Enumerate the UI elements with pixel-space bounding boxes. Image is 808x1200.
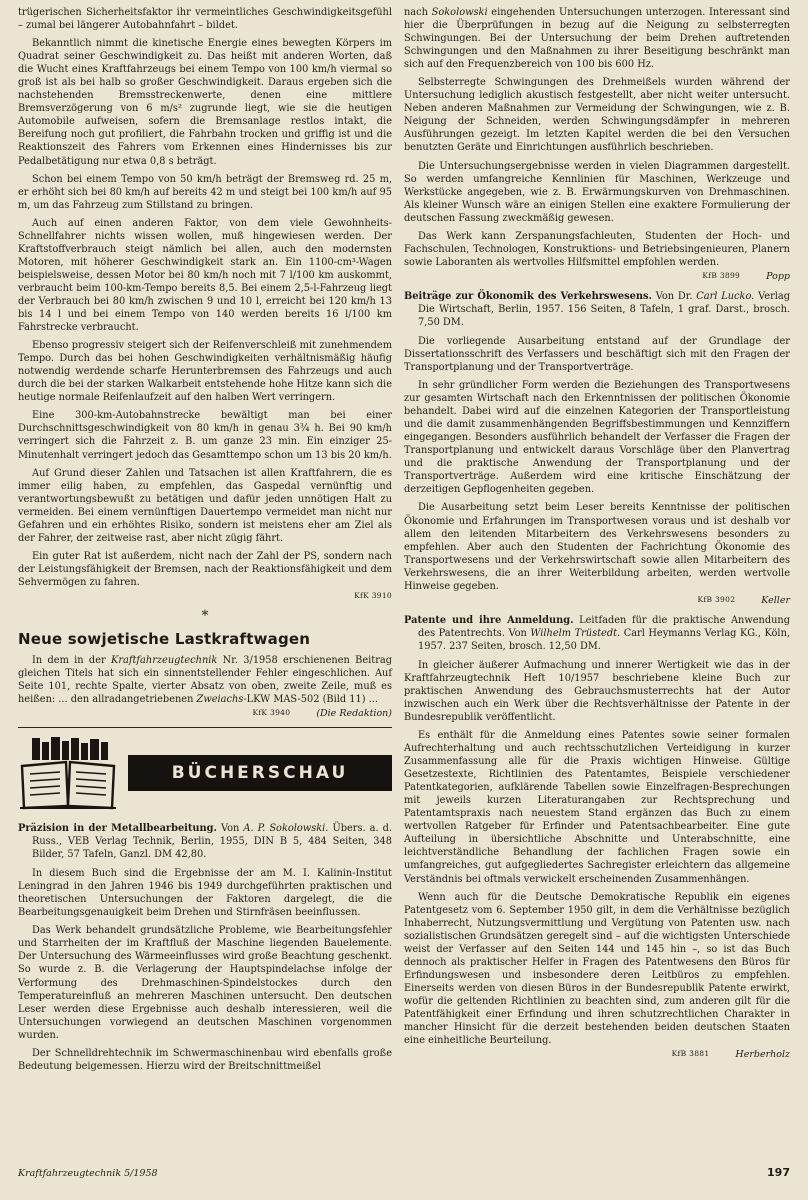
reviewer-name: Herberholz bbox=[735, 1049, 790, 1061]
archive-code: KfB 3899 bbox=[702, 270, 741, 280]
paragraph: nach Sokolowski eingehenden Untersuchungen unterzogen. Interessant sind hier die Überprüfungen in bezug auf die Neigung zu selbsterregten Schwingungen. Bei der Untersuchung der beim Drehen auftretenden Schwingungen und den Maßnahmen zu ihrer Beseitigung beschränkt man sich auf den Frequenzbereich von 100 bis 600 Hz. bbox=[404, 7, 790, 71]
paragraph: In sehr gründlicher Form werden die Beziehungen des Transportwesens zur gesamten Wirtschaft nach den Erkenntnissen der politischen Ökonomie behandelt. Dabei wird auf die einzelnen Kategorien der Transportleistung und die damit zusammenhängenden Begriffsbestimmungen und Kennziffern eingegangen. Besonders ausführlich behandelt der Verfasser die Fragen der Transportplanung und entwickelt daraus Vorschläge über den Planvertrag und die praktische Anwendung der Transportplanung und der Transportverträge. Außerdem wird eine kritische Einschätzung der derzeitigen Gepflogenheiten gegeben. bbox=[404, 380, 790, 496]
paragraph: Auf Grund dieser Zahlen und Tatsachen ist allen Kraftfahrern, die es immer eilig haben, zu empfehlen, das Gaspedal vernünftig und verantwortungsbewußt zu betätigen und dafür jeden unnötigen Halt zu vermeiden. Bei einem vernünftigen Dauertempo vermeidet man nicht nur Gefahren und ein erhöhtes Risiko, sondern ist meistens eher am Ziel als der Fahrer, der zeitweise rast, aber nicht zügig fährt. bbox=[18, 467, 392, 544]
paragraph: Es enthält für die Anmeldung eines Patentes sowie seiner formalen Aufrechterhaltung und auch rechtsschutzlichen Verteidigung in kurzer Zusammenfassung alle für die Praxis wichtigen Hinweise. Gültige Gesetzestexte, Richtlinien des Patentamtes, Beispiele verschiedener Patentkategorien, aufklärende Tabellen sowie Einzelfragen-Besprechungen mit jeweils kurzen Literaturangaben zur Rechtsprechung und Patentamtspraxis nach neuestem Stand ergänzen das Buch zu einem wertvollen Ratgeber für Erfinder und Patentsachbearbeiter. Eine gute Aufteilung in übersichtliche Abschnitte und Unterabschnitte, eine leichtverständliche Behandlung der fachlichen Fragen sowie ein umfangreiches, gut aufgegliedertes Sachregister erleichtern das allgemeine Verständnis bei oftmals verwickelt erscheinenden Zusammenhängen. bbox=[404, 730, 790, 885]
section-separator: * bbox=[201, 607, 209, 624]
paragraph: Die vorliegende Ausarbeitung entstand auf der Grundlage der Dissertationsschrift des Verfassers und beschäftigt sich mit den Fragen der Transportplanung und der Transportverträge. bbox=[404, 335, 790, 373]
paragraph: In gleicher äußerer Aufmachung und innerer Wertigkeit wie das in der Kraftfahrzeugtechnik Heft 10/1957 beschriebene kleine Buch zur praktischen Anwendung des Gebrauchsmusterrechts hat der Autor inzwischen auch ein Werk über die Rechtsverhältnisse der Patente in der Bundesrepublik veröffentlicht. bbox=[404, 659, 790, 723]
reviewer-name: Keller bbox=[761, 594, 790, 606]
review-heading: Beiträge zur Ökonomik des Verkehrswesens. Von Dr. Carl Lucko. Verlag Die Wirtschaft, Berlin, 1957. 156 Seiten, 8 Tafeln, 1 graf. Darst., brosch. 7,50 DM. bbox=[404, 290, 790, 328]
page-footer bbox=[18, 1166, 790, 1179]
paragraph: Das Werk kann Zerspanungsfachleuten, Studenten der Hoch- und Fachschulen, Technologen, Konstruktions- und Betriebsingenieuren, Planern sowie Laboranten als wertvolles Hilfsmittel empfohlen werden. bbox=[404, 230, 790, 268]
signature-name: (Die Redaktion) bbox=[316, 708, 392, 720]
paragraph: Bekanntlich nimmt die kinetische Energie eines bewegten Körpers im Quadrat seiner Geschwindigkeit zu. Das heißt mit anderen Worten, daß die Wucht eines Kraftfahrzeugs bei einem Tempo von 100 km/h viermal so groß ist als bei halb so großer Geschwindigkeit. Daraus ergeben sich die nachstehenden Bremsstreckenwerte, denen eine mittlere Bremsverzögerung von 6 m/s² zugrunde liegt, wie sie die heutigen Automobile aufweisen, sofern die Bremsanlage restlos intakt, die Bereifung noch gut profiliert, die Fahrbahn trocken und griffig ist und die Reaktionszeit des Fahrers vom Erkennen eines Hindernisses bis zur Pedalbetätigung nur etwa 0,8 s beträgt. bbox=[18, 38, 392, 167]
right-column bbox=[404, 6, 790, 1068]
paragraph: Selbsterregte Schwingungen des Drehmeißels wurden während der Untersuchung lediglich akustisch festgestellt, aber nicht weiter untersucht. Neben anderen Maßnahmen zur Vermeidung der Schwingungen, wie z. B. Neigung der Schneiden, werden Schwingungsdämpfer in mehreren Ausführungen gezeigt. Im letzten Kapitel werden die bei den Versuchen benutzten Geräte und Einrichtungen ausführlich beschrieben. bbox=[404, 77, 790, 154]
review-heading: Patente und ihre Anmeldung. Leitfaden für die praktische Anwendung des Patentrechts. Von Wilhelm Trüstedt. Carl Heymanns Verlag KG., Köln, 1957. 237 Seiten, brosch. 12,50 DM. bbox=[404, 614, 791, 652]
paragraph: Die Ausarbeitung setzt beim Leser bereits Kenntnisse der politischen Ökonomie und Erfahrungen im Transportwesen voraus und ist deshalb vor allem den leitenden Mitarbeitern des Verkehrswesens besonders zu empfehlen. Aber auch den Studenten der Fachrichtung Ökonomie des Transportwesens und der Verkehrswirtschaft sowie allen Mitarbeitern des Verkehrswesens, die an ihrer Weiterbildung arbeiten, werden wertvolle Hinweise gegeben. bbox=[404, 502, 790, 592]
paragraph: Schon bei einem Tempo von 50 km/h beträgt der Bremsweg rd. 25 m, er erhöht sich bei 80 km/h auf bereits 42 m und steigt bei 100 km/h auf 95 m, um das Fahrzeug zum Stillstand zu bringen. bbox=[18, 173, 392, 211]
archive-code: KfK 3940 bbox=[252, 708, 291, 718]
article-signature bbox=[18, 591, 392, 600]
page-number: 197 bbox=[767, 1166, 790, 1179]
paragraph: Eine 300-km-Autobahnstrecke bewältigt man bei einer Durchschnittsgeschwindigkeit von 80 km/h in genau 3¾ h. Bei 90 km/h verringert sich die Fahrzeit z. B. um ganze 23 min. Ein einziger 25-Minutenhalt verringert jedoch das Gesamttempo schon um 13 bis 20 km/h. bbox=[18, 410, 392, 461]
paragraph: Ebenso progressiv steigert sich der Reifenverschleiß mit zunehmendem Tempo. Durch das bei hohen Geschwindigkeiten verhältnismäßig häufig notwendig werdende scharfe Herunterbremsen des Fahrzeugs und auch durch die bei der starken Walkarbeit entstehende hohe Hitze kann sich die heutige normale Reifenlaufzeit auf den halben Wert verringern. bbox=[18, 340, 392, 404]
paragraph: Der Schnelldrehtechnik im Schwermaschinenbau wird ebenfalls große Bedeutung beigemessen. Hierzu wird der Breitschnittmeißel bbox=[18, 1047, 392, 1072]
journal-name: Kraftfahrzeugtechnik 5/1958 bbox=[18, 1168, 158, 1179]
archive-code: KfK 3910 bbox=[354, 590, 392, 600]
correction-note: In dem in der Kraftfahrzeugtechnik Nr. 3/1958 erschienenen Beitrag gleichen Titels hat sich ein sinnentstellender Fehler eingeschlichen. Auf Seite 101, rechte Spalte, vierter Absatz von oben, zweite Zeile, muß es heißen: ... den allradangetriebenen Zweiachs-LKW MAS-502 (Bild 11) ... bbox=[18, 654, 392, 706]
article-headline: Neue sowjetische Lastkraftwagen bbox=[18, 629, 311, 648]
paragraph: trügerischen Sicherheitsfaktor ihr vermeintliches Geschwindigkeitsgefühl – zumal bei längerer Autobahnfahrt – bildet. bbox=[18, 7, 392, 32]
reviewer-name: Popp bbox=[766, 270, 790, 282]
paragraph: In diesem Buch sind die Ergebnisse der am M. I. Kalinin-Institut Leningrad in den Jahren 1946 bis 1949 durchgeführten praktischen und theoretischen Untersuchungen der Faktoren dargelegt, die die Bearbeitungsgenauigkeit beim Drehen und Stirnfräsen beeinflussen. bbox=[18, 868, 392, 919]
paragraph: Die Untersuchungsergebnisse werden in vielen Diagrammen dargestellt. So werden umfangreiche Kennlinien für Maschinen, Werkzeuge und Werkstücke angegeben, wie z. B. Erwärmungskurven von Drehmaschinen. Als kleiner Wunsch wäre an einigen Stellen eine exaktere Formulierung der deutschen Fassung zweckmäßig gewesen. bbox=[404, 160, 790, 224]
review-signature bbox=[404, 271, 790, 282]
archive-code: KfB 3881 bbox=[671, 1049, 710, 1059]
paragraph: Auch auf einen anderen Faktor, von dem viele Gewohnheits-Schnellfahrer nichts wissen wollen, muß hingewiesen werden. Der Kraftstoffverbrauch steigt nämlich bei allen, auch den modernsten Motoren, mit höherer Geschwindigkeit stark an. Ein 1100-cm³-Wagen beispielsweise, dessen Motor bei 80 km/h noch mit 7 l/100 km auskommt, verbraucht beim 100-km-Tempo bereits 8,5. Bei einem 2,5-l-Fahrzeug liegt der Verbrauch bei 80 km/h zwischen 9 und 10 l, erreicht bei 120 km/h 13 bis 14 l und bei einem Tempo von 140 werden bereits 16 l/100 km Fahrstrecke verbraucht. bbox=[18, 217, 392, 334]
review-heading: Präzision in der Metallbearbeitung. Von A. P. Sokolowski. Übers. a. d. Russ., VEB Verlag Technik, Berlin, 1955, DIN B 5, 484 Seiten, 348 Bilder, 57 Tafeln, Ganzl. DM 42,80. bbox=[18, 823, 392, 861]
open-book-icon bbox=[18, 736, 118, 810]
section-banner: BÜCHERSCHAU bbox=[128, 755, 392, 791]
paragraph: Wenn auch für die Deutsche Demokratische Republik ein eigenes Patentgesetz vom 6. September 1950 gilt, in dem die Verhältnisse bezüglich Inhaberrecht, Nutzungsvermittlung und Vergütung von Patenten usw. nach sozialistischen Grundsätzen geregelt sind – auf die wichtigsten Unterschiede weist der Verfasser auf den Seiten 144 und 145 hin –, so ist das Buch dennoch als praktischer Helfer in Fragen des Patentwesens den Büros für Erfindungswesen und insbesondere deren Leitbüros zu empfehlen. Einerseits werden von diesen Büros in der Bundesrepublik Patente erwirkt, wofür die geltenden Richtlinien zu beachten sind, zum anderen gilt für die Patentfähigkeit einer Erfindung und ihren schutzrechtlichen Charakter in mancher Hinsicht für die derzeit bestehenden beiden deutschen Staaten eine einheitliche Beurteilung. bbox=[404, 891, 790, 1047]
divider bbox=[18, 727, 392, 728]
review-signature bbox=[404, 1049, 790, 1060]
paragraph: Das Werk behandelt grundsätzliche Probleme, wie Bearbeitungsfehler und Starrheiten der im Kraftfluß der Maschine liegenden Bauelemente. Der Untersuchung des Wärmeeinflusses wird große Beachtung geschenkt. So wurde z. B. die Verlagerung der Hauptspindelachse infolge der Verformung des Drehmaschinen-Spindelstockes durch den Temperatureinfluß an mehreren Maschinen untersucht. Den deutschen Leser werden diese Ergebnisse auch deshalb interessieren, weil die Untersuchungen vorwiegend an deutschen Maschinen vorgenommen wurden. bbox=[18, 925, 392, 1041]
archive-code: KfB 3902 bbox=[697, 594, 736, 604]
book-review-banner bbox=[18, 736, 392, 810]
left-column bbox=[18, 6, 392, 1078]
paragraph: Ein guter Rat ist außerdem, nicht nach der Zahl der PS, sondern nach der Leistungsfähigkeit der Bremsen, nach der Reaktionsfähigkeit und dem Sehvermögen zu fahren. bbox=[18, 550, 392, 588]
review-signature bbox=[404, 595, 790, 606]
correction-signature bbox=[18, 708, 392, 719]
